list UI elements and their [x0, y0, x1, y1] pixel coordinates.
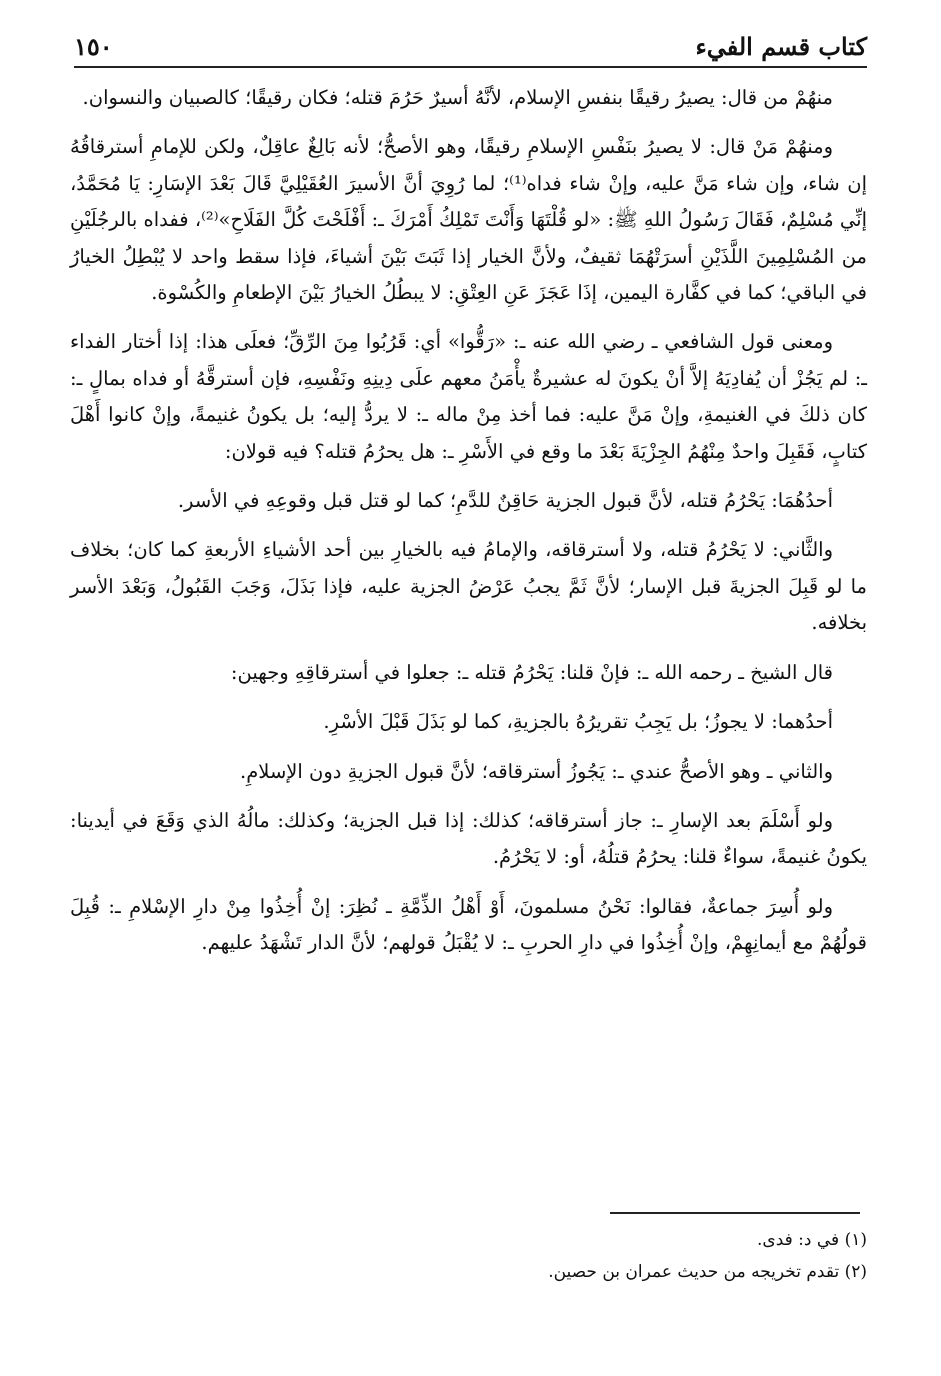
footnote-rule: [610, 1212, 860, 1214]
paragraph: والثَّاني: لا يَحْرُمُ قتله، ولا أسترقاقه، والإمامُ فيه بالخيارِ بين أحد الأشياءِ الأربعةِ كما كان؛ بخلاف ما لو قَبِلَ الجزيةَ قبل الإسار؛ لأنَّ ثَمَّ يجبُ عَرْضُ الجزية عليه، فإذا بَذَلَ، وَجَبَ القَبُولُ، وَبَعْدَ الأسر بخلافه.: [70, 538, 867, 635]
header-rule: [74, 66, 867, 68]
page-number: ١٥٠: [74, 32, 113, 61]
paragraph: أحدُهما: لا يجوزُ؛ بل يَجِبُ تقريرُهُ بالجزيةِ، كما لو بَذَلَ قَبْلَ الأسْرِ.: [323, 710, 833, 734]
paragraph: منهُمْ من قال: يصيرُ رقيقًا بنفسِ الإسلام، لأنَّهُ أسيرٌ حَرُمَ قتله؛ فكان رقيقًا؛ كالصبيان والنسوان.: [82, 86, 833, 109]
paragraph: ولو أُسِرَ جماعةٌ، فقالوا: نَحْنُ مسلمونَ، أَوْ أَهْلُ الذِّمَّةِ ـ نُظِرَ: إنْ أُخِذُوا مِنْ دارِ الإسْلامِ ـ: قُبِلَ قولُهُمْ مع أيمانِهِمْ، وإنْ أُخِذُوا في دارِ الحربِ ـ: لا يُقْبَلُ قولهم؛ لأنَّ الدار تَشْهَدُ عليهم.: [70, 894, 867, 955]
paragraph: قال الشيخ ـ رحمه الله ـ: فإنْ قلنا: يَحْرُمُ قتله ـ: جعلوا في أسترقاقِهِ وجهين:: [230, 660, 833, 684]
paragraph: ومعنى قول الشافعي ـ رضي الله عنه ـ: «رَقُّوا» أي: قَرُبُوا مِنَ الرِّقِّ؛ فعلَى هذا: إذا أختار الفداء ـ: لم يَجُزْ أن يُفادِيَهُ إلاَّ أنْ يكونَ له عشيرةٌ يأْمَنُ معهم علَى دِينِهِ ونَفْسِهِ، فإن أسترقَّهُ أو فداه بمالٍ ـ: كان ذلكَ في الغنيمةِ، وإنْ مَنَّ عليه: فما أخذ مِنْ ماله ـ: لا يردُّ إليه؛ بل يكونُ غنيمةً، وإنْ كانوا أَهْلَ كتابٍ، فَقَبِلَ واحدٌ مِنْهُمُ الجِزْيَةَ بَعْدَ ما وقع في الأَسْرِ ـ: هل يحرُمُ قتله؟ فيه قولان:: [70, 330, 867, 463]
footnotes: [74, 1224, 867, 1288]
paragraph: ومنهُمْ مَنْ قال: لا يصيرُ بنَفْسِ الإسلامِ رقيقًا، وهو الأصحُّ؛ لأنه بَالِغٌ عاقِلٌ، ولكن للإمامِ أسترقاقُهُ إن شاء، وإن شاء مَنَّ عليه، وإنْ شاء فداه⁽¹⁾؛ لما رُوِيَ أنَّ الأسيرَ العُقَيْلِيَّ قَالَ بَعْدَ الإسَارِ: يَا مُحَمَّدُ، إنِّي مُسْلِمٌ، فَقَالَ رَسُولُ اللهِ ﷺ: «لو قُلْتَهَا وَأَنْتَ تَمْلِكُ أَمْرَكَ ـ: أَفْلَحْتَ كُلَّ الفَلَاحِ»⁽²⁾، ففداه بالرجُلَيْنِ من المُسْلِمِينَ اللَّذَيْنِ أسرَتْهُمَا ثقيفٌ، ولأنَّ الخيار إذا ثَبَتَ بَيْنَ أشياءَ، فإذا سقط واحد لا يُبْطِلُ الخيارُ في الباقي؛ كما في كفَّارة اليمين، إذَا عَجَزَ عَنِ العِتْقِ: لا يبطُلُ الخيارُ بَيْنَ الإطعامِ والكُسْوة.: [70, 135, 868, 305]
main-text: [70, 80, 867, 975]
footnote: (١) في د: فدى.: [757, 1230, 867, 1250]
paragraph: ولو أَسْلَمَ بعد الإسارِ ـ: جاز أسترقاقه؛ كذلك: إذا قبل الجزية؛ وكذلك: مالُهُ الذي وَقَعَ في أيدينا: يكونُ غنيمةً، سواءٌ قلنا: يحرُمُ قتلُهُ، أو: لا يَحْرُمُ.: [70, 808, 867, 869]
paragraph: والثاني ـ وهو الأصحُّ عندي ـ: يَجُوزُ أسترقاقه؛ لأنَّ قبول الجزيةِ دون الإسلامِ.: [240, 759, 833, 783]
footnote: (٢) تقدم تخريجه من حديث عمران بن حصين.: [548, 1262, 867, 1282]
book-title: كتاب قسم الفيء: [695, 32, 867, 61]
paragraph: أحدُهُمَا: يَحْرُمُ قتله، لأنَّ قبول الجزية حَاقِنٌ للدَّمِ؛ كما لو قتل قبل وقوعِهِ في الأسر.: [177, 489, 833, 513]
page-header: [74, 30, 867, 64]
